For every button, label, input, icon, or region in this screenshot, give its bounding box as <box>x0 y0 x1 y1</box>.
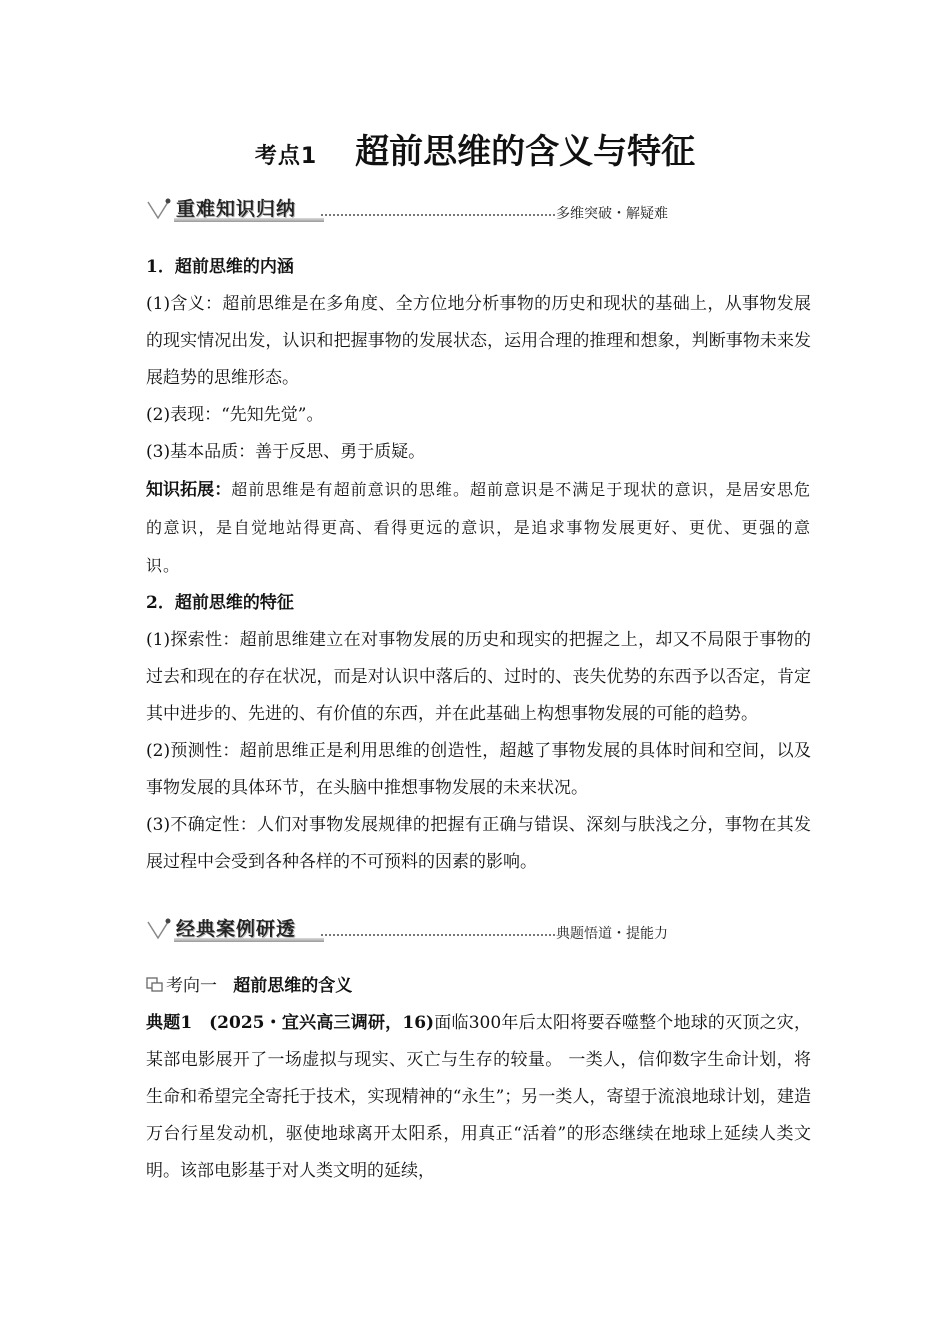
square-bullet-icon <box>146 977 164 993</box>
section-heading: 1．超前思维的内涵 <box>146 257 294 277</box>
section-banner-cases <box>146 914 668 944</box>
paragraph: (3)基本品质：善于反思、勇于质疑。 <box>146 442 426 462</box>
section-heading: 2．超前思维的特征 <box>146 593 294 613</box>
direction-line <box>146 968 811 1005</box>
banner-dotted-line <box>321 934 555 936</box>
banner-dotted-line <box>321 214 555 216</box>
title-number: 考点1 <box>254 144 318 169</box>
direction-label: 考向一 <box>166 976 217 996</box>
extension-text: 超前思维是有超前意识的思维。超前意识是不满足于现状的意识，是居安思危的意识，是自觉地站得更高、看得更远的意识，是追求事物发展更好、更优、更强的意识。 <box>146 480 811 575</box>
section-1-content <box>146 249 811 881</box>
banner-subtitle: 典题悟道・提能力 <box>556 926 668 942</box>
banner-label: 经典案例研透 <box>176 918 297 940</box>
section-cases-content <box>146 968 811 1190</box>
page-title <box>0 124 950 173</box>
section-banner-knowledge <box>146 194 668 224</box>
paragraph: (2)表现：“先知先觉”。 <box>146 405 324 425</box>
knowledge-extension <box>146 471 811 585</box>
extension-label: 知识拓展： <box>146 480 232 500</box>
triangle-mark-icon <box>146 916 174 942</box>
example-source: (2025・宜兴高三调研，16) <box>209 1013 435 1033</box>
title-text: 超前思维的含义与特征 <box>355 132 696 172</box>
paragraph: (1)探索性：超前思维建立在对事物发展的历史和现实的把握之上，却又不局限于事物的过去和现在的存在状况，而是对认识中落后的、过时的、丧失优势的东西予以否定，肯定其中进步的、先进的、有价值的东西，并在此基础上构想事物发展的可能的趋势。 <box>146 630 811 724</box>
banner-label: 重难知识归纳 <box>176 198 297 220</box>
banner-subtitle: 多维突破・解疑难 <box>556 206 668 222</box>
paragraph: (1)含义：超前思维是在多角度、全方位地分析事物的历史和现状的基础上，从事物发展的现实情况出发，认识和把握事物的发展状态，运用合理的推理和想象，判断事物未来发展趋势的思维形态。 <box>146 294 811 388</box>
example-paragraph <box>146 1005 811 1190</box>
paragraph: (2)预测性：超前思维正是利用思维的创造性，超越了事物发展的具体时间和空间，以及事物发展的具体环节，在头脑中推想事物发展的未来状况。 <box>146 741 811 798</box>
triangle-mark-icon <box>146 196 174 222</box>
direction-text: 超前思维的含义 <box>233 976 353 996</box>
example-label: 典题1 <box>146 1013 193 1033</box>
paragraph: (3)不确定性：人们对事物发展规律的把握有正确与错误、深刻与肤浅之分，事物在其发展过程中会受到各种各样的不可预料的因素的影响。 <box>146 815 811 872</box>
example-text: 面临300年后太阳将要吞噬整个地球的灭顶之灾，某部电影展开了一场虚拟与现实、灭亡与生存的较量。 一类人，信仰数字生命计划，将生命和希望完全寄托于技术，实现精神的“永生”；另一类人，寄望于流浪地球计划，建造万台行星发动机，驱使地球离开太阳系，用真正“活着”的形态继续在地球上延续人类文明。该部电影基于对人类文明的延续， <box>146 1013 811 1181</box>
